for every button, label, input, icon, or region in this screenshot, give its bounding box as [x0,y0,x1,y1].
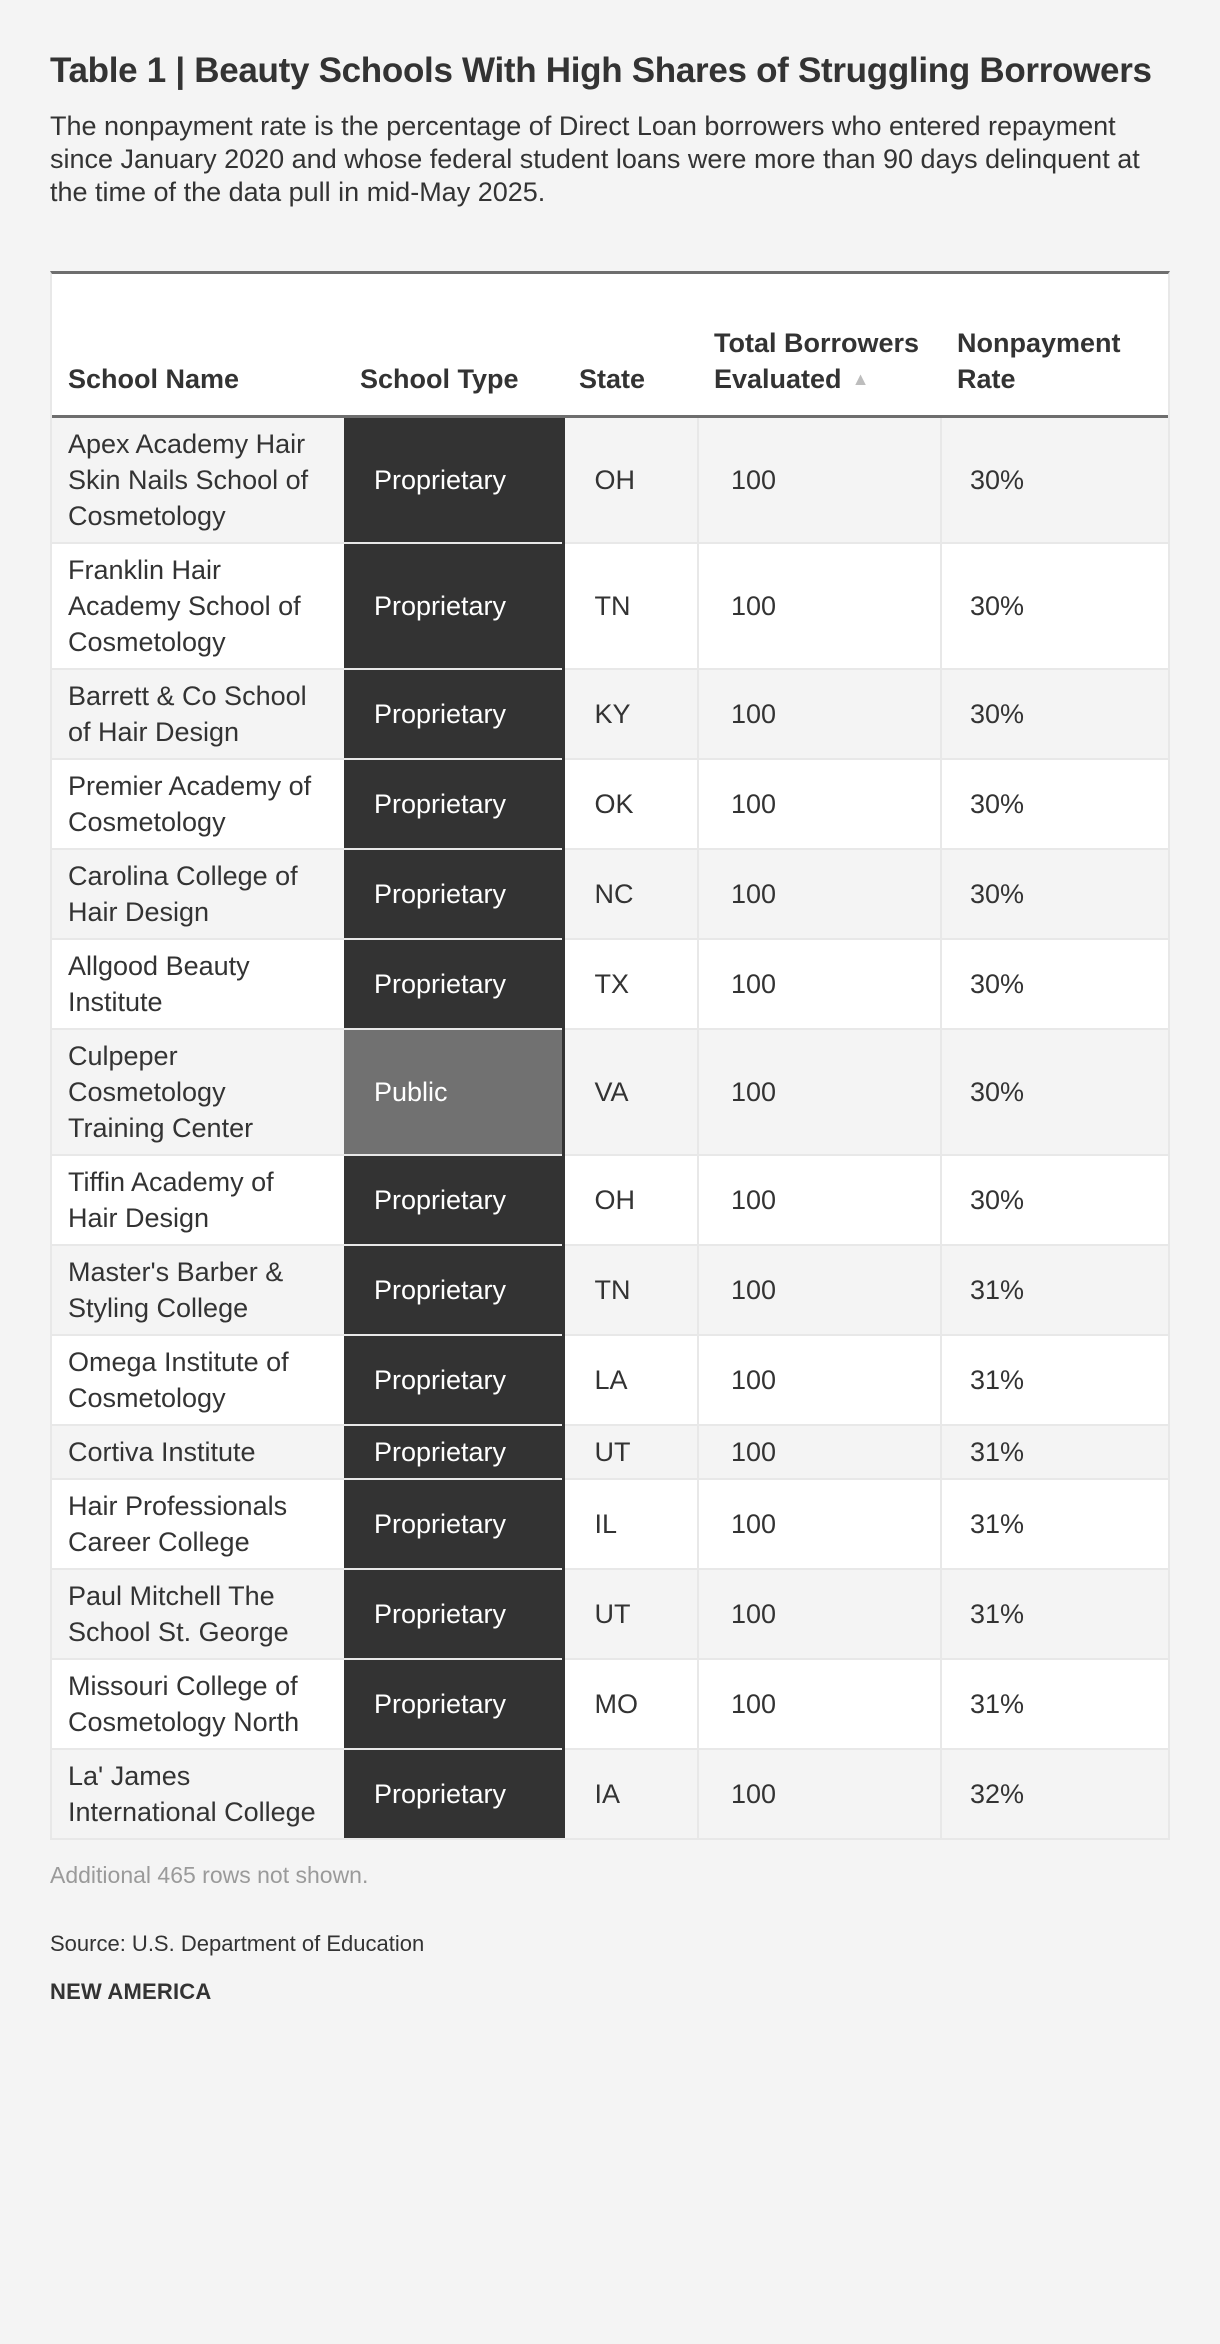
table-row [52,1749,1168,1838]
cell-total-borrowers: 100 [698,1245,941,1335]
cell-total-borrowers: 100 [698,1335,941,1425]
cell-state: NC [563,849,698,939]
cell-nonpayment-rate: 30% [941,543,1168,669]
sort-ascending-icon[interactable]: ▲ [851,368,870,389]
cell-school-type: Proprietary [344,1479,563,1569]
cell-total-borrowers: 100 [698,849,941,939]
cell-nonpayment-rate: 30% [941,939,1168,1029]
data-table [52,274,1168,1838]
cell-state: TN [563,543,698,669]
cell-school-type: Proprietary [344,1245,563,1335]
table-title: Table 1 | Beauty Schools With High Shares of Struggling Borrowers [50,51,1152,90]
column-header-label: School Name [68,363,240,394]
table-row [52,1029,1168,1155]
column-header-total-borrowers[interactable] [698,274,941,416]
cell-nonpayment-rate: 30% [941,416,1168,543]
cell-school-type: Proprietary [344,1335,563,1425]
cell-state: UT [563,1425,698,1479]
cell-school-name: Allgood Beauty Institute [52,939,344,1029]
table-row [52,543,1168,669]
cell-total-borrowers: 100 [698,416,941,543]
cell-state: MO [563,1659,698,1749]
cell-school-name: Paul Mitchell The School St. George [52,1569,344,1659]
cell-school-name: Barrett & Co School of Hair Design [52,669,344,759]
table-row [52,1569,1168,1659]
cell-total-borrowers: 100 [698,669,941,759]
cell-school-type: Proprietary [344,1659,563,1749]
cell-school-name: Apex Academy Hair Skin Nails School of Cosmetology [52,416,344,543]
cell-nonpayment-rate: 32% [941,1749,1168,1838]
cell-nonpayment-rate: 30% [941,669,1168,759]
table-row [52,939,1168,1029]
cell-nonpayment-rate: 31% [941,1245,1168,1335]
table-row [52,1479,1168,1569]
source-note: Source: U.S. Department of Education [50,1930,425,1956]
cell-total-borrowers: 100 [698,1479,941,1569]
cell-nonpayment-rate: 30% [941,1155,1168,1245]
cell-nonpayment-rate: 30% [941,759,1168,849]
cell-school-name: Hair Professionals Career College [52,1479,344,1569]
cell-state: OH [563,1155,698,1245]
cell-school-type: Proprietary [344,939,563,1029]
cell-school-type: Proprietary [344,416,563,543]
table-row [52,416,1168,543]
cell-school-name: Culpeper Cosmetology Training Center [52,1029,344,1155]
cell-total-borrowers: 100 [698,1425,941,1479]
column-header-nonpayment-rate[interactable] [941,274,1168,416]
column-header-label: Total Borrowers Evaluated [714,327,920,394]
column-header-school-name[interactable] [52,274,344,416]
cell-nonpayment-rate: 31% [941,1659,1168,1749]
cell-school-type: Proprietary [344,759,563,849]
table-row [52,849,1168,939]
cell-total-borrowers: 100 [698,759,941,849]
cell-nonpayment-rate: 31% [941,1569,1168,1659]
cell-state: TX [563,939,698,1029]
cell-state: IL [563,1479,698,1569]
cell-school-type: Proprietary [344,1425,563,1479]
rows-not-shown-notice: Additional 465 rows not shown. [50,1861,369,1888]
cell-school-type: Proprietary [344,669,563,759]
table-subtitle: The nonpayment rate is the percentage of Direct Loan borrowers who entered repayment since January 2020 and whose federal student loans were more than 90 days delinquent at the time of the data pull in mid-May 2025. [50,111,1140,207]
cell-state: OK [563,759,698,849]
cell-total-borrowers: 100 [698,1155,941,1245]
column-header-state[interactable] [563,274,698,416]
cell-total-borrowers: 100 [698,1569,941,1659]
column-header-label: School Type [360,363,519,394]
cell-state: LA [563,1335,698,1425]
data-table-container [50,271,1170,1840]
cell-school-name: Cortiva Institute [52,1425,344,1479]
table-row [52,1155,1168,1245]
column-header-label: State [579,363,646,394]
cell-school-type: Proprietary [344,849,563,939]
cell-state: TN [563,1245,698,1335]
cell-total-borrowers: 100 [698,1749,941,1838]
table-row [52,1245,1168,1335]
table-row [52,759,1168,849]
table-row [52,1425,1168,1479]
table-header-row [52,274,1168,416]
cell-total-borrowers: 100 [698,543,941,669]
cell-school-name: Carolina College of Hair Design [52,849,344,939]
cell-school-type: Public [344,1029,563,1155]
cell-school-name: Missouri College of Cosmetology North [52,1659,344,1749]
cell-state: OH [563,416,698,543]
cell-total-borrowers: 100 [698,1659,941,1749]
cell-nonpayment-rate: 31% [941,1425,1168,1479]
table-row [52,1335,1168,1425]
cell-total-borrowers: 100 [698,939,941,1029]
cell-school-name: Tiffin Academy of Hair Design [52,1155,344,1245]
cell-school-type: Proprietary [344,1749,563,1838]
brand-logo: NEW AMERICA [50,1978,212,2004]
cell-school-name: Omega Institute of Cosmetology [52,1335,344,1425]
column-header-school-type[interactable] [344,274,563,416]
cell-nonpayment-rate: 31% [941,1335,1168,1425]
table-row [52,669,1168,759]
cell-school-name: Franklin Hair Academy School of Cosmetology [52,543,344,669]
cell-state: IA [563,1749,698,1838]
cell-school-name: Master's Barber & Styling College [52,1245,344,1335]
table-body [52,416,1168,1838]
cell-school-type: Proprietary [344,543,563,669]
cell-total-borrowers: 100 [698,1029,941,1155]
cell-nonpayment-rate: 30% [941,1029,1168,1155]
cell-school-type: Proprietary [344,1155,563,1245]
cell-state: UT [563,1569,698,1659]
cell-state: KY [563,669,698,759]
cell-school-name: La' James International College [52,1749,344,1838]
cell-school-type: Proprietary [344,1569,563,1659]
cell-school-name: Premier Academy of Cosmetology [52,759,344,849]
cell-nonpayment-rate: 30% [941,849,1168,939]
column-header-label: Nonpayment Rate [957,327,1121,394]
cell-state: VA [563,1029,698,1155]
table-row [52,1659,1168,1749]
cell-nonpayment-rate: 31% [941,1479,1168,1569]
